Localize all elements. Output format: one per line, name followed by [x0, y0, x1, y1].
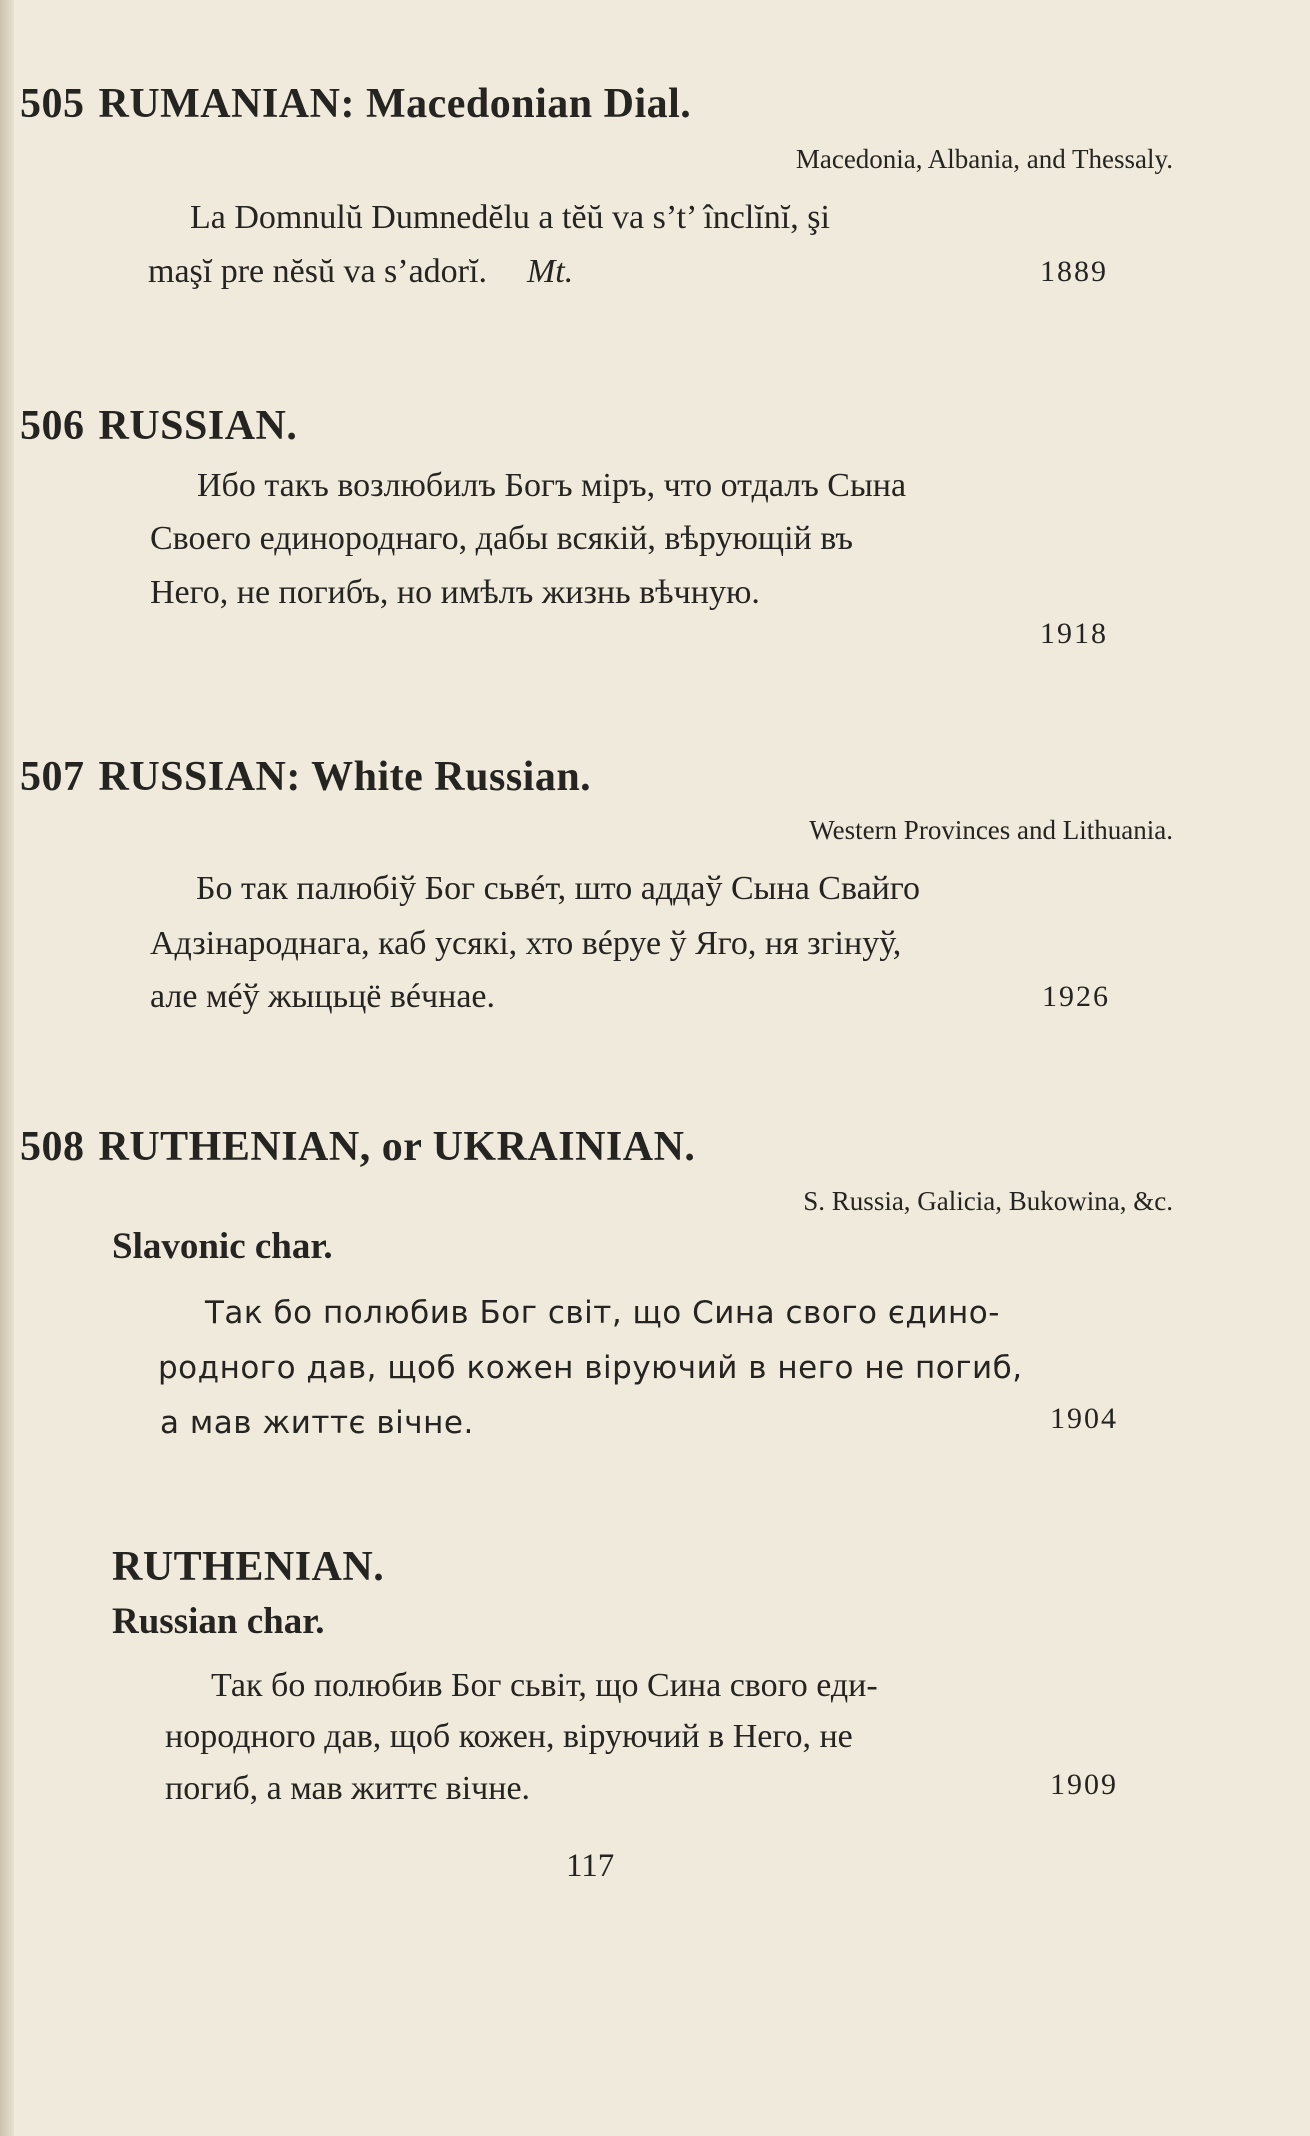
- character-set-label: Slavonic char.: [112, 1226, 333, 1267]
- entry-language: RUSSIAN.: [98, 403, 298, 449]
- entry-region: Western Provinces and Lithuania.: [809, 815, 1173, 845]
- entry-language: RUMANIAN:: [98, 81, 355, 127]
- verse-line: нородного дав, щоб кожен, віруючий в Него, не: [165, 1718, 853, 1755]
- verse-line-text: maşĭ pre nĕsŭ va s’adorĭ.: [148, 253, 487, 290]
- entry-language: RUTHENIAN, or UKRAINIAN.: [98, 1124, 696, 1170]
- entry-number: 508: [20, 1124, 85, 1170]
- entry-number: 507: [20, 754, 85, 800]
- entry-region: S. Russia, Galicia, Bukowina, &c.: [803, 1186, 1173, 1216]
- verse-line: Своего единороднаго, дабы всякій, вѣрующій въ: [150, 520, 853, 557]
- page-number: 117: [566, 1848, 615, 1884]
- entry-heading: [20, 1123, 695, 1171]
- entry-language: RUSSIAN:: [98, 754, 301, 800]
- verse-line: родного дав, щоб кожен віруючий в него не погиб,: [158, 1350, 1023, 1386]
- verse-reference: Mt.: [526, 253, 574, 290]
- verse-line: Адзінароднага, каб усякі, хто вéруе ў Яго, ня згінуў,: [150, 925, 902, 962]
- entry-heading: [20, 753, 591, 801]
- entry-dialect: White Russian.: [311, 754, 592, 800]
- entry-year: 1918: [1040, 617, 1108, 650]
- entry-heading: [112, 1543, 384, 1591]
- verse-line: Ибо такъ возлюбилъ Богъ міръ, что отдалъ Сына: [197, 467, 907, 504]
- entry-number: 506: [20, 403, 85, 449]
- entry-year: 1909: [1050, 1768, 1118, 1801]
- entry-heading: [20, 80, 691, 128]
- verse-line: але мéў жыцьцё вéчнае.: [150, 978, 495, 1015]
- entry-region: Macedonia, Albania, and Thessaly.: [795, 144, 1173, 174]
- page-spine-shadow: [0, 0, 14, 2136]
- verse-line: а мав життє вічне.: [160, 1405, 474, 1441]
- character-set-label: Russian char.: [112, 1601, 325, 1642]
- entry-heading: [20, 402, 297, 450]
- verse-line: Так бо полюбив Бог сьвіт, що Сина свого еди-: [211, 1667, 878, 1704]
- verse-line: Него, не погибъ, но имѣлъ жизнь вѣчную.: [150, 574, 760, 611]
- entry-number: 505: [20, 81, 85, 127]
- entry-year: 1904: [1050, 1402, 1118, 1435]
- entry-language: RUTHENIAN.: [112, 1544, 385, 1590]
- entry-year: 1926: [1042, 980, 1110, 1013]
- entry-dialect: Macedonian Dial.: [365, 81, 692, 127]
- verse-line: Так бо полюбив Бог світ, що Сина свого єдино-: [205, 1295, 1000, 1331]
- verse-line: Бо так палюбіў Бог сьвéт, што аддаў Сына Свайго: [196, 870, 920, 907]
- verse-line: погиб, а мав життє вічне.: [165, 1770, 531, 1807]
- verse-line: [148, 253, 573, 291]
- verse-line: La Domnulŭ Dumnedĕlu a tĕŭ va s’t’ înclĭnĭ, şi: [190, 199, 830, 236]
- entry-year: 1889: [1040, 255, 1108, 288]
